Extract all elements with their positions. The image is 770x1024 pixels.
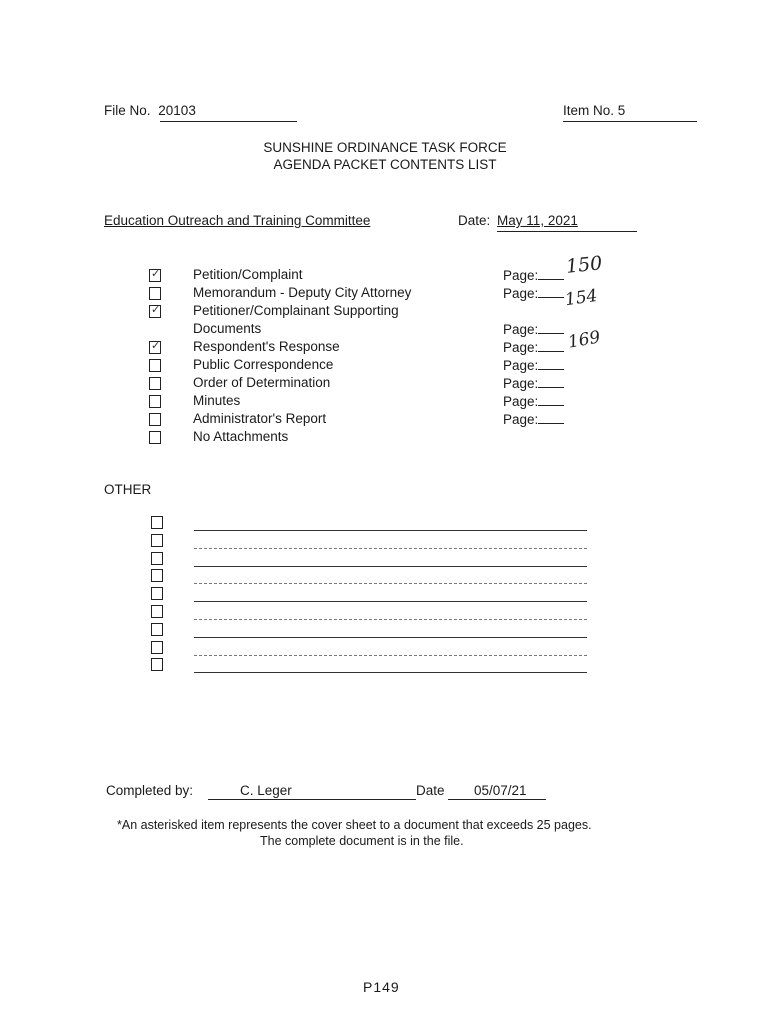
page-label: Page: [503, 358, 539, 373]
page-label: Page: [503, 322, 539, 337]
other-checkbox[interactable] [151, 587, 163, 600]
checklist-item-label: Petition/Complaint [193, 267, 303, 282]
checkbox-8[interactable] [149, 413, 161, 426]
asterisk-note-line-2: The complete document is in the file. [260, 834, 464, 848]
check-mark-icon: ✓ [151, 303, 161, 316]
page-reference [503, 339, 564, 355]
other-entry-line[interactable] [194, 548, 587, 550]
other-checkbox[interactable] [151, 658, 163, 671]
other-entry-line[interactable] [194, 672, 587, 673]
page-label: Page: [503, 340, 539, 355]
checklist-item-label: Respondent's Response [193, 339, 340, 354]
committee-date-underline [497, 231, 637, 232]
title-line-1: SUNSHINE ORDINANCE TASK FORCE [263, 140, 507, 155]
completion-date-value: 05/07/21 [474, 783, 527, 798]
checkbox-6[interactable] [149, 377, 161, 390]
page-blank[interactable] [538, 267, 564, 280]
completion-date-label: Date [416, 783, 445, 798]
page-reference [503, 375, 564, 391]
page-blank[interactable] [538, 357, 564, 370]
other-checkbox[interactable] [151, 534, 163, 547]
checklist-item-label: Petitioner/Complainant Supporting [193, 303, 399, 318]
committee-name: Education Outreach and Training Committee [104, 213, 371, 228]
page-reference [503, 267, 564, 283]
page-reference [503, 411, 564, 427]
checkbox-0[interactable] [149, 269, 161, 282]
other-entry-line[interactable] [194, 637, 587, 638]
file-number-label: File No. [104, 103, 151, 118]
checklist-item-label: No Attachments [193, 429, 289, 444]
completion-date-underline [448, 799, 546, 800]
checkbox-2[interactable] [149, 305, 161, 318]
other-checkbox[interactable] [151, 552, 163, 565]
checkbox-7[interactable] [149, 395, 161, 408]
other-entry-line[interactable] [194, 530, 587, 531]
checklist-item-label: Order of Determination [193, 375, 331, 390]
checklist-item-label: Public Correspondence [193, 357, 334, 372]
page-blank[interactable] [538, 285, 564, 298]
page-blank[interactable] [538, 321, 564, 334]
other-checkbox[interactable] [151, 569, 163, 582]
page-blank[interactable] [538, 375, 564, 388]
item-number-underline [563, 121, 697, 122]
page-reference [503, 321, 564, 337]
other-heading: OTHER [104, 482, 152, 497]
committee-date-value: May 11, 2021 [497, 213, 578, 228]
handwritten-page-150: 150 [564, 252, 604, 278]
checkbox-5[interactable] [149, 359, 161, 372]
page-label: Page: [503, 268, 539, 283]
committee-date-label: Date: [458, 213, 491, 228]
page-label: Page: [503, 412, 539, 427]
other-checkbox[interactable] [151, 641, 163, 654]
other-checkbox[interactable] [151, 516, 163, 529]
page-label: Page: [503, 394, 539, 409]
checkbox-9[interactable] [149, 431, 161, 444]
check-mark-icon: ✓ [151, 267, 161, 280]
file-number-value: 20103 [158, 103, 196, 118]
page-blank[interactable] [538, 393, 564, 406]
completed-by-underline [208, 799, 416, 800]
file-number-field [104, 103, 196, 118]
check-mark-icon: ✓ [151, 339, 161, 352]
checklist-item-label: Administrator's Report [193, 411, 327, 426]
page-number: P149 [363, 979, 400, 995]
file-number-underline [160, 121, 297, 122]
page-reference [503, 393, 564, 409]
checkbox-1[interactable] [149, 287, 161, 300]
other-entry-line[interactable] [194, 583, 587, 585]
other-entry-line[interactable] [194, 566, 587, 567]
completed-by-value: C. Leger [240, 783, 292, 798]
page-blank[interactable] [538, 339, 564, 352]
handwritten-page-169: 169 [566, 327, 602, 353]
handwritten-page-154: 154 [563, 285, 599, 311]
checklist-item-label: Memorandum - Deputy City Attorney [193, 285, 412, 300]
completed-by-label: Completed by: [106, 783, 194, 798]
page-reference [503, 357, 564, 373]
title-line-2: AGENDA PACKET CONTENTS LIST [273, 157, 497, 172]
other-checkbox[interactable] [151, 605, 163, 618]
checklist-item-label: Minutes [193, 393, 241, 408]
checkbox-4[interactable] [149, 341, 161, 354]
other-entry-line[interactable] [194, 655, 587, 657]
item-number-label: Item No. 5 [563, 103, 626, 118]
page-label: Page: [503, 376, 539, 391]
checklist-item-label: Documents [193, 321, 262, 336]
other-entry-line[interactable] [194, 619, 587, 621]
other-entry-line[interactable] [194, 601, 587, 602]
other-checkbox[interactable] [151, 623, 163, 636]
page-label: Page: [503, 286, 539, 301]
asterisk-note-line-1: *An asterisked item represents the cover sheet to a document that exceeds 25 pages. [117, 818, 592, 832]
page-blank[interactable] [538, 411, 564, 424]
committee-date [458, 213, 578, 228]
page-reference [503, 285, 564, 301]
